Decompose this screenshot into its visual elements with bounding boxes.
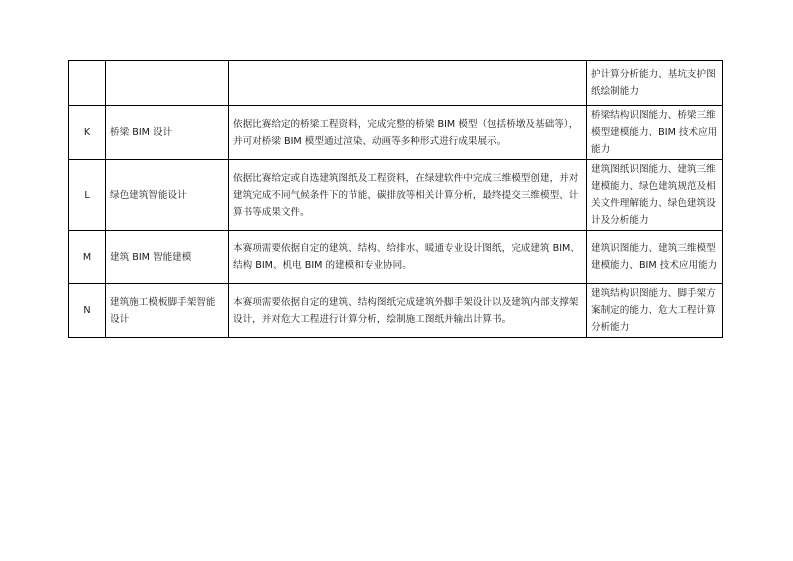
row-description: 本赛项需要依据自定的建筑、结构图纸完成建筑外脚手架设计以及建筑内部支撑架设计，并对危大工程进行计算分析，绘制施工图纸并输出计算书。: [229, 284, 587, 338]
row-code: M: [69, 231, 106, 284]
table-row: [69, 231, 723, 284]
table-row: [69, 284, 723, 338]
row-ability: 护计算分析能力、基坑支护图纸绘制能力: [587, 61, 723, 106]
row-name: [106, 61, 229, 106]
row-ability: 建筑图纸识图能力、建筑三维建模能力、绿色建筑规范及相关文件理解能力、绿色建筑设计及分析能力: [587, 160, 723, 231]
competition-table: [68, 60, 723, 338]
row-ability: 建筑识图能力、建筑三维模型建模能力、BIM 技术应用能力: [587, 231, 723, 284]
row-code: L: [69, 160, 106, 231]
row-name: 桥梁 BIM 设计: [106, 106, 229, 160]
row-code: [69, 61, 106, 106]
row-description: [229, 61, 587, 106]
row-name: 绿色建筑智能设计: [106, 160, 229, 231]
row-description: 依据比赛给定的桥梁工程资料，完成完整的桥梁 BIM 模型（包括桥墩及基础等），并可对桥梁 BIM 模型通过渲染、动画等多种形式进行成果展示。: [229, 106, 587, 160]
table-row: [69, 106, 723, 160]
row-code: K: [69, 106, 106, 160]
row-description: 本赛项需要依据自定的建筑、结构、给排水、暖通专业设计图纸，完成建筑 BIM、结构 BIM、机电 BIM 的建模和专业协同。: [229, 231, 587, 284]
row-ability: 建筑结构识图能力、脚手架方案制定的能力、危大工程计算分析能力: [587, 284, 723, 338]
row-code: N: [69, 284, 106, 338]
row-name: 建筑 BIM 智能建模: [106, 231, 229, 284]
row-ability: 桥梁结构识图能力、桥梁三维模型建模能力、BIM 技术应用能力: [587, 106, 723, 160]
row-description: 依据比赛给定或自选建筑图纸及工程资料，在绿建软件中完成三维模型创建，并对建筑完成不同气候条件下的节能、碳排放等相关计算分析，最终提交三维模型、计算书等成果文件。: [229, 160, 587, 231]
row-name: 建筑施工模板脚手架智能设计: [106, 284, 229, 338]
table-row: [69, 61, 723, 106]
table-row: [69, 160, 723, 231]
